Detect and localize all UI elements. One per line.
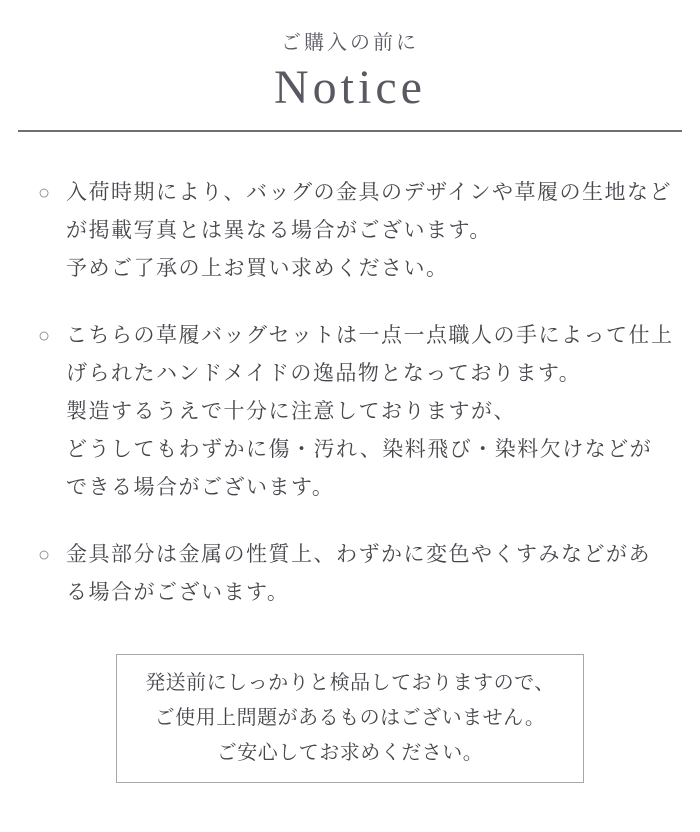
inspection-note-box	[116, 654, 584, 783]
notice-text	[66, 317, 682, 507]
circle-bullet-icon: ○	[38, 325, 52, 347]
header-subtitle: ご購入の前に	[281, 32, 419, 54]
page-header	[0, 28, 700, 114]
notice-line: 金具部分は金属の性質上、わずかに変色やくすみなどがあ	[66, 543, 651, 566]
notice-text	[66, 174, 682, 288]
inspection-note-line: ご安心してお求めください。	[216, 742, 484, 764]
notice-line: 入荷時期により、バッグの金具のデザインや草履の生地など	[66, 181, 673, 204]
notice-line: 予めご了承の上お買い求めください。	[66, 257, 449, 280]
notice-line: る場合がございます。	[66, 581, 290, 604]
notice-line: げられたハンドメイドの逸品物となっております。	[66, 362, 582, 385]
notice-item-handmade	[38, 317, 682, 507]
circle-bullet-icon: ○	[38, 182, 52, 204]
notice-item-stock-variation	[38, 174, 682, 288]
notice-list	[0, 132, 700, 612]
circle-bullet-icon: ○	[38, 544, 52, 566]
notice-line: が掲載写真とは異なる場合がございます。	[66, 219, 492, 242]
notice-item-metal-parts	[38, 536, 682, 612]
notice-line: できる場合がございます。	[66, 476, 335, 499]
notice-line: こちらの草履バッグセットは一点一点職人の手によって仕上	[66, 324, 674, 347]
inspection-note-line: 発送前にしっかりと検品しておりますので、	[145, 672, 555, 694]
notice-line: どうしてもわずかに傷・汚れ、染料飛び・染料欠けなどが	[66, 438, 653, 461]
notice-text	[66, 536, 682, 612]
page-title: Notice	[274, 61, 426, 114]
notice-line: 製造するうえで十分に注意しておりますが、	[66, 400, 516, 423]
inspection-note-line: ご使用上問題があるものはございません。	[154, 707, 546, 729]
